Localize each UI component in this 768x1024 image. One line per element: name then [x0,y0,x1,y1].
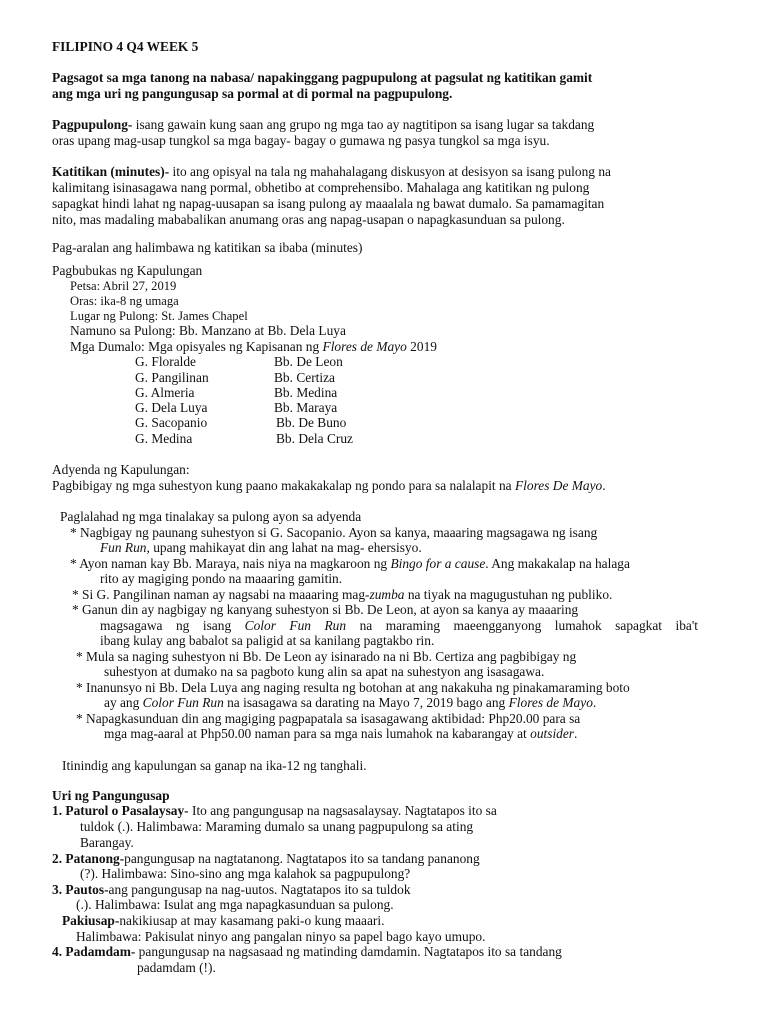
katitikan-definition-line-3: sapagkat hindi lahat ng napag-uusapan sa isang pulong ay maaalala ng bawat dumalo. Sa pamamagitan [52,196,605,211]
type-1-line-3: Barangay. [80,835,134,850]
discussion-bullet-7-line-1: * Napagkasunduan din ang magiging pagpapatala sa isasagawang aktibidad: Php20.00 para sa [76,711,581,726]
type-2-line-1: 2. Patanong-pangungusap na nagtatanong. Nagtatapos ito sa tandang pananong [52,851,480,866]
type-3-line-2: (.). Halimbawa: Isulat ang mga napagkasunduan sa pulong. [76,897,394,912]
katitikan-term: Katitikan (minutes)- [52,164,170,179]
discussion-bullet-2-line-2: rito ay magiging pondo na maaaring gamitin. [100,571,343,586]
meeting-time: Oras: ika-8 ng umaga [70,294,179,308]
closing-statement: Itinindig ang kapulungan sa ganap na ika-12 ng tanghali. [62,758,367,773]
type-4-line-1: 4. Padamdam- pangungusap na nagsasaad ng matinding damdamin. Nagtatapos ito sa tandang [52,944,562,959]
pagpupulong-definition-line-1: Pagpupulong- isang gawain kung saan ang grupo ng mga tao ay nagtitipon sa isang lugar sa takdang [52,117,595,132]
type-3-line-1: 3. Pautos-ang pangungusap na nag-uutos. Nagtatapos ito sa tuldok [52,882,411,897]
attendee-left: G. Pangilinan [135,370,209,385]
pagpupulong-definition-line-2: oras upang mag-usap tungkol sa mga bagay- bagay o gumawa ng pasya tungkol sa mga isyu. [52,133,550,148]
meeting-presider: Namuno sa Pulong: Bb. Manzano at Bb. Dela Luya [70,323,346,338]
attendee-left: G. Floralde [135,354,196,369]
attendee-right: Bb. De Leon [274,354,343,369]
discussion-bullet-4-line-1: * Ganun din ay nagbigay ng kanyang suhestyon si Bb. De Leon, at ayon sa kanya ay maaaring [72,602,579,617]
agenda-text: Pagbibigay ng mga suhestyon kung paano makakakalap ng pondo para sa nalalapit na Flores De Mayo. [52,478,606,493]
attendee-right: Bb. De Buno [276,415,347,430]
attendee-right: Bb. Dela Cruz [276,431,353,446]
discussion-title: Paglalahad ng mga tinalakay sa pulong ayon sa adyenda [60,509,362,524]
minutes-intro: Pag-aralan ang halimbawa ng katitikan sa ibaba (minutes) [52,240,363,255]
opening-title: Pagbubukas ng Kapulungan [52,263,203,278]
katitikan-definition-line-4: nito, mas madaling mababalikan anumang oras ang napag-usapan o napagkasunduan sa pulong. [52,212,565,227]
type-2-line-2: (?). Halimbawa: Sino-sino ang mga kalahok sa pagpupulong? [80,866,411,881]
meeting-date: Petsa: Abril 27, 2019 [70,279,177,293]
discussion-bullet-1-line-2: Fun Run, upang mahikayat din ang lahat na mag- ehersisyo. [100,540,422,555]
discussion-bullet-2-line-1: * Ayon naman kay Bb. Maraya, nais niya na magkaroon ng Bingo for a cause. Ang makakalap na halaga [70,556,630,571]
attendee-left: G. Almeria [135,385,195,400]
type-3b-line-2: Halimbawa: Pakisulat ninyo ang pangalan ninyo sa papel bago kayo umupo. [76,929,486,944]
discussion-bullet-4-line-2: magsagawa ng isang Color Fun Run na maraming maeengganyong lumahok sapagkat iba't [100,618,699,633]
topic-line-2: ang mga uri ng pangungusap sa pormal at di pormal na pagpupulong. [52,86,453,101]
type-1-line-1: 1. Paturol o Pasalaysay- Ito ang pangungusap na nagsasalaysay. Nagtatapos ito sa [52,803,497,818]
agenda-title: Adyenda ng Kapulungan: [52,462,190,477]
discussion-bullet-6-line-2: ay ang Color Fun Run na isasagawa sa darating na Mayo 7, 2019 bago ang Flores de Mayo. [104,695,597,710]
discussion-bullet-5-line-2: suhestyon at dumako na sa pagboto kung alin sa apat na suhestyon ang isasagawa. [104,664,545,679]
attendee-right: Bb. Maraya [274,400,338,415]
discussion-bullet-3: * Si G. Pangilinan naman ay nagsabi na maaaring mag-zumba na tiyak na magugustuhan ng publiko. [72,587,613,602]
type-4-line-2: padamdam (!). [137,960,216,975]
attendee-left: G. Sacopanio [135,415,208,430]
type-1-line-2: tuldok (.). Halimbawa: Maraming dumalo sa unang pagpupulong sa ating [80,819,474,834]
meeting-attendees-label: Mga Dumalo: Mga opisyales ng Kapisanan ng Flores de Mayo 2019 [70,339,437,354]
katitikan-definition-line-1: Katitikan (minutes)- ito ang opisyal na tala ng mahahalagang diskusyon at desisyon sa isang pulong na [52,164,611,179]
type-3b-line-1: Pakiusap-nakikiusap at may kasamang paki-o kung maaari. [62,913,385,928]
attendee-left: G. Medina [135,431,193,446]
discussion-bullet-5-line-1: * Mula sa naging suhestyon ni Bb. De Leon ay isinarado na ni Bb. Certiza ang pagbibigay ng [76,649,577,664]
sentence-types-title: Uri ng Pangungusap [52,788,170,803]
attendee-right: Bb. Certiza [274,370,335,385]
topic-line-1: Pagsagot sa mga tanong na nabasa/ napakinggang pagpupulong at pagsulat ng katitikan gamit [52,70,593,85]
discussion-bullet-4-line-3: ibang kulay ang babalot sa paligid at sa kanilang pagtakbo rin. [100,633,435,648]
pagpupulong-term: Pagpupulong- [52,117,133,132]
katitikan-definition-line-2: kalimitang isinasagawa nang pormal, obhetibo at comprehensibo. Mahalaga ang katitikan ng pulong [52,180,590,195]
discussion-bullet-7-line-2: mga mag-aaral at Php50.00 naman para sa mga nais lumahok na kabarangay at outsider. [104,726,578,741]
worksheet-header: FILIPINO 4 Q4 WEEK 5 [52,39,199,54]
discussion-bullet-6-line-1: * Inanunsyo ni Bb. Dela Luya ang naging resulta ng botohan at ang nakakuha ng pinakamaraming boto [76,680,630,695]
attendee-right: Bb. Medina [274,385,338,400]
meeting-venue: Lugar ng Pulong: St. James Chapel [70,309,248,323]
attendee-left: G. Dela Luya [135,400,208,415]
discussion-bullet-1-line-1: * Nagbigay ng paunang suhestyon si G. Sacopanio. Ayon sa kanya, maaaring magsagawa ng isang [70,525,598,540]
